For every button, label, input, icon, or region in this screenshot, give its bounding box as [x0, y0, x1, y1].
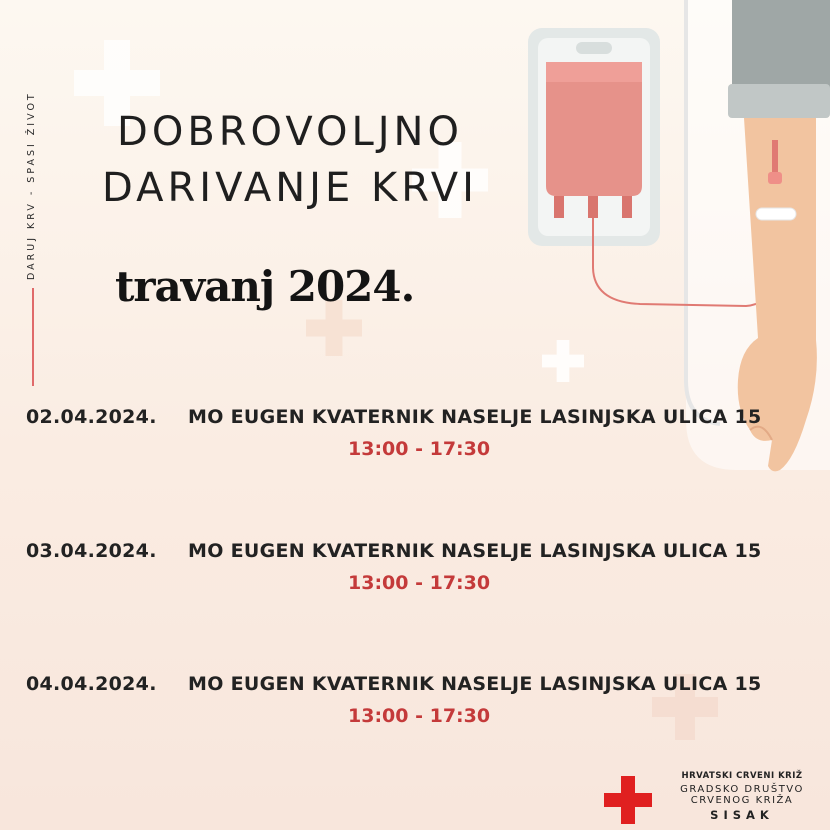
page-title	[70, 104, 510, 216]
event-date: 03.04.2024.	[26, 540, 157, 562]
title-line-1: DOBROVOLJNO	[117, 109, 463, 155]
event-location: MO EUGEN KVATERNIK NASELJE LASINJSKA ULICA 15	[188, 540, 762, 562]
organizer-logo-text	[662, 772, 822, 822]
event-location: MO EUGEN KVATERNIK NASELJE LASINJSKA ULICA 15	[188, 673, 762, 695]
tagline-divider	[32, 288, 34, 386]
organizer-line-1: HRVATSKI CRVENI KRIŽ	[681, 771, 803, 781]
event-date: 02.04.2024.	[26, 406, 157, 428]
title-line-2: DARIVANJE KRVI	[102, 165, 478, 211]
month-heading: travanj 2024.	[115, 262, 415, 311]
vertical-tagline	[26, 30, 42, 280]
event-time: 13:00 - 17:30	[348, 572, 491, 594]
event-location: MO EUGEN KVATERNIK NASELJE LASINJSKA ULICA 15	[188, 406, 762, 428]
organizer-line-4: SISAK	[710, 807, 774, 822]
event-time: 13:00 - 17:30	[348, 438, 491, 460]
tagline-text: DARUJ KRV - SPASI ŽIVOT	[26, 91, 37, 280]
blood-bag-icon	[528, 28, 660, 246]
event-time: 13:00 - 17:30	[348, 705, 491, 727]
event-date: 04.04.2024.	[26, 673, 157, 695]
organizer-line-3: CRVENOG KRIŽA	[690, 795, 794, 807]
red-cross-icon	[604, 776, 652, 824]
organizer-line-2: GRADSKO DRUŠTVO	[680, 783, 804, 795]
